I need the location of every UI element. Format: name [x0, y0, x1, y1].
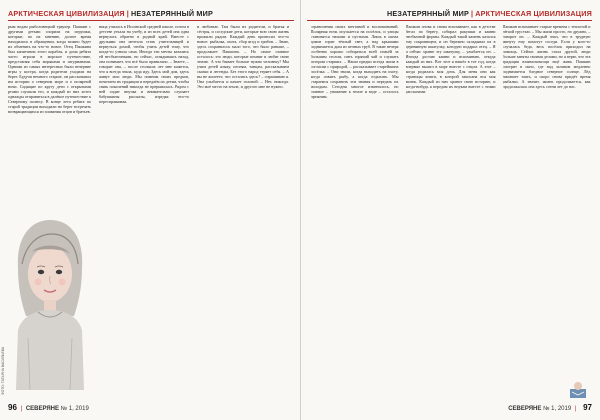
header-section: АРКТИЧЕСКАЯ ЦИВИЛИЗАЦИЯ [475, 9, 592, 18]
body-text: ограничения своих мечтаний и воспоминаний. Полярная ночь опускается на посёлок, и улицы становятся тихими и пустыми. Лишь в окнах домов горит тёплый свет, а над крышами поднимается дым из печных труб. В такие вечера особенно хорошо собираться всей семьёй за большим столом, пить горячий чай и слушать истории старших. – Наши предки всегда жили в согласии с природой, – рассказывает старейшина посёлка. – Они знали, когда выходить на охоту, когда ловить рыбу, а когда отдыхать. Мы стараемся сохранить эти знания и передать их молодым. Сегодня многое изменилось, но главное – уважение к земле и воде – осталось прежним. [310, 24, 399, 100]
girl-portrait-drawing [8, 208, 92, 390]
right-page-footer [508, 403, 592, 412]
body-text: Пашкин снова и снова вспоминает, как в детстве бегал по берегу, собирал ракушки и камни необычной формы. Каждый такой камень казался ему сокровищем, и он бережно складывал их в деревянную шкатулку, которую подарил отец. – Я и сейчас храню эту шкатулку, – улыбается он. – Иногда достаю камни и вспоминаю, откуда каждый из них. Вот этот я нашёл в тот год, когда впервые вышел в море вместе с отцом. А этот – когда родилась моя дочь. Для меня они как страницы книги, в которой записана вся моя жизнь. Каждый из них хранит свою историю, и когда-нибудь я передам их внукам вместе с этими рассказами. [405, 24, 496, 95]
body-text: рым водам рыболовецкий траулер. Пашкин с другими детьми спорили на игрушки, которые, по их мнению, долгое время находились в обращении, когда можно будет их обменять на что-то новое. Отец Пашкина был капитаном этого корабля, и дома ребята часто играли в морское путешествие, представляя себя моряками и штурманами. Одними из самых интересных были вечерние игры у костра, когда родители уходили на берег. Будучи немного старше, он рассказывал им истории о северном море и о полярной ночи. Сидящие по кругу дети с открытыми ртами слушали его, и каждый из них хотел однажды отправиться в далёкое путешествие к Северному полюсу. В конце лета ребята по старой традиции выходили на берег встречать возвращающихся из плавания отцов и братьев. [8, 24, 91, 115]
header-subsection: НЕЗАТЕРЯННЫЙ МИР [387, 9, 470, 18]
right-column-1 [311, 24, 399, 392]
issue-number: № 1, 2019 [60, 406, 89, 412]
footer-separator: | [20, 406, 23, 412]
magazine-name: СЕВЕРЯНЕ [25, 406, 59, 412]
footer-separator: | [574, 406, 577, 412]
header-rule [307, 20, 593, 21]
right-column-2 [406, 24, 496, 392]
left-page-header [8, 9, 213, 20]
header-separator: | [471, 9, 474, 18]
body-text: и любовью. Там были их родители, и братья и сёстры, и соседские дети, которые всю свою жизнь прожили рядом. Каждый день приносил что-то новое: рыбалка, охота, сбор ягод и грибов. – Знаю, здесь сохранилось мало того, что было раньше, – продолжает Пашкина. – Но самое главное осталось: это люди, которые помнят и любят свою землю. А что бывает больше нужно человеку? Мы учим детей языку, песням, танцам, рассказываем сказки и легенды. Без этого народ теряет себя. – А вы не жалеете, что остались здесь? – спрашиваю я. Она улыбается и качает головой: – Нет, никогда. Это моё место на земле, и другого мне не нужно. [197, 24, 289, 90]
reading-child-icon [567, 380, 589, 400]
left-column-2 [99, 24, 189, 392]
header-separator: | [126, 9, 129, 18]
page-number: 97 [583, 403, 592, 412]
right-page-header [387, 9, 592, 20]
girl-portrait-illustration [8, 208, 92, 390]
header-subsection: НЕЗАТЕРЯННЫЙ МИР [130, 9, 213, 18]
header-section: АРКТИЧЕСКАЯ ЦИВИЛИЗАЦИЯ [8, 9, 125, 18]
right-page [301, 0, 600, 420]
magazine-name: СЕВЕРЯНЕ [508, 406, 542, 412]
right-column-3 [503, 24, 591, 372]
page-number: 96 [8, 403, 17, 412]
left-column-3 [197, 24, 289, 392]
body-text: ница училась в Иссинской средней школе, потом в детстве уехала на учебу, и из всех детей она одна вернулась обратно в родной край. Вместе с друзьями она мечтала стать учительницей и вернуться домой, чтобы учить детей тому, что когда-то узнала сама. Иногда эти мечты казались ей несбыточными, но сейчас, оглядываясь назад, она понимает, что всё было правильно. – Знаете, – говорит она, – после стольких лет мне кажется, что я всегда знала, куда иду. Здесь мой дом, здесь живут мои люди. Мы помним своих предков, почитаем их традиции и передаём их детям, чтобы связь поколений никогда не прерывалась. Рядом с ней сидит внучка и внимательно слушает бабушкины рассказы, изредка что-то переспрашивая. [99, 24, 189, 105]
body-text: Пашкин вспоминает старые времена с теплотой и лёгкой грустью. – Мы жили просто, но дружно, – говорит он. – Каждый знал, что в трудную минуту ему помогут соседи. Если у кого-то случалась беда, весь посёлок приходил на помощь. Сейчас жизнь стала другой, люди больше заняты своими делами, но я верю, что эта традиция взаимопомощи ещё жива. Пашкин смотрит в окно, где над заливом медленно поднимается бледное северное солнце. Лёд начинает таять, и скоро снова придёт время рыбалки. А значит, жизнь продолжается, как продолжалась она здесь сотни лет до нас. [502, 24, 591, 90]
left-page-footer [8, 403, 89, 412]
header-rule [8, 20, 294, 21]
issue-number: № 1, 2019 [543, 406, 572, 412]
photo-credit: ФОТО: ТАТЬЯНА ВАСИЛЬЕВА [1, 346, 5, 395]
